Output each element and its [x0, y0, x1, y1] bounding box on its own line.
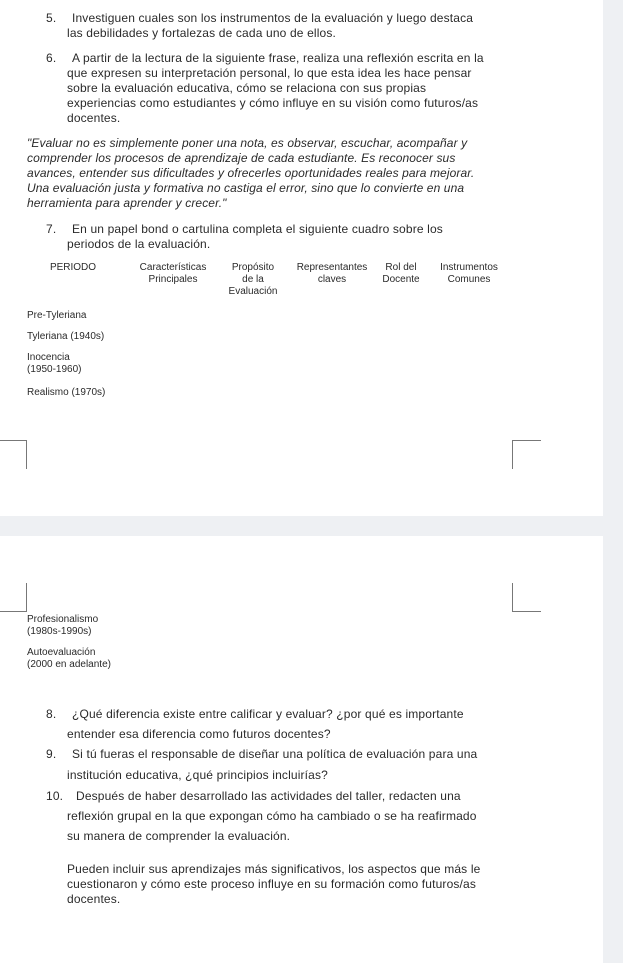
crop-mark-left	[0, 440, 27, 469]
question-text-line: experiencias como estudiantes y cómo influye en su visión como futuros/as	[67, 96, 479, 110]
question-text-line: institución educativa, ¿qué principios incluirías?	[67, 768, 328, 782]
quote-line: avances, entender sus dificultades y ofrecerles oportunidades reales para mejorar.	[27, 166, 475, 180]
question-text-line: que expresen su interpretación personal, lo que esta idea les hace pensar	[67, 66, 472, 80]
question-number: 6.	[46, 51, 57, 65]
question-text-line: Después de haber desarrollado las actividades del taller, redacten una	[76, 789, 461, 803]
crop-mark-left	[0, 583, 27, 612]
question-number: 8.	[46, 707, 57, 721]
header-caracteristicas: Características Principales	[139, 262, 207, 285]
period-row: Tyleriana (1940s)	[27, 331, 105, 342]
question-text-line: ¿Qué diferencia existe entre calificar y evaluar? ¿por qué es importante	[72, 707, 464, 721]
period-row: Pre-Tyleriana	[27, 310, 87, 321]
question-text-line: su manera de comprender la evaluación.	[67, 829, 291, 843]
quote-line: herramienta para aprender y crecer."	[27, 196, 227, 210]
question-text-line: Si tú fueras el responsable de diseñar una política de evaluación para una	[72, 747, 478, 761]
question-number: 9.	[46, 747, 57, 761]
quote-line: Una evaluación justa y formativa no castiga el error, sino que lo convierte en una	[27, 181, 465, 195]
header-proposito: Propósito de la Evaluación	[228, 262, 278, 297]
question-text-line: Investiguen cuales son los instrumentos de la evaluación y luego destaca	[72, 11, 474, 25]
crop-mark-right	[512, 583, 541, 612]
period-row: Inocencia (1950-1960)	[27, 352, 82, 375]
header-rol-docente: Rol del Docente	[382, 262, 420, 285]
question-text-line: entender esa diferencia como futuros docentes?	[67, 727, 331, 741]
closing-line: Pueden incluir sus aprendizajes más significativos, los aspectos que más le	[67, 862, 481, 876]
crop-mark-right	[512, 440, 541, 469]
quote-line: "Evaluar no es simplemente poner una nota, es observar, escuchar, acompañar y	[27, 136, 468, 150]
header-periodo: PERIODO	[49, 262, 97, 273]
question-text-line: reflexión grupal en la que expongan cómo ha cambiado o se ha reafirmado	[67, 809, 477, 823]
header-representantes: Representantes claves	[296, 262, 368, 285]
period-row: Autoevaluación (2000 en adelante)	[27, 647, 111, 670]
header-instrumentos: Instrumentos Comunes	[440, 262, 498, 285]
period-row: Realismo (1970s)	[27, 387, 106, 398]
closing-line: cuestionaron y cómo este proceso influye en su formación como futuros/as	[67, 877, 477, 891]
document-page-2	[0, 536, 603, 963]
period-row: Profesionalismo (1980s-1990s)	[27, 614, 99, 637]
question-number: 10.	[46, 789, 64, 803]
quote-line: comprender los procesos de aprendizaje de cada estudiante. Es reconocer sus	[27, 151, 456, 165]
question-text-line: periodos de la evaluación.	[67, 237, 211, 251]
question-text-line: las debilidades y fortalezas de cada uno de ellos.	[67, 26, 337, 40]
question-number: 7.	[46, 222, 57, 236]
question-text-line: sobre la evaluación educativa, cómo se relaciona con sus propias	[67, 81, 427, 95]
question-text-line: En un papel bond o cartulina completa el siguiente cuadro sobre los	[72, 222, 443, 236]
question-text-line: A partir de la lectura de la siguiente frase, realiza una reflexión escrita en la	[72, 51, 484, 65]
closing-line: docentes.	[67, 892, 121, 906]
question-text-line: docentes.	[67, 111, 121, 125]
question-number: 5.	[46, 11, 57, 25]
